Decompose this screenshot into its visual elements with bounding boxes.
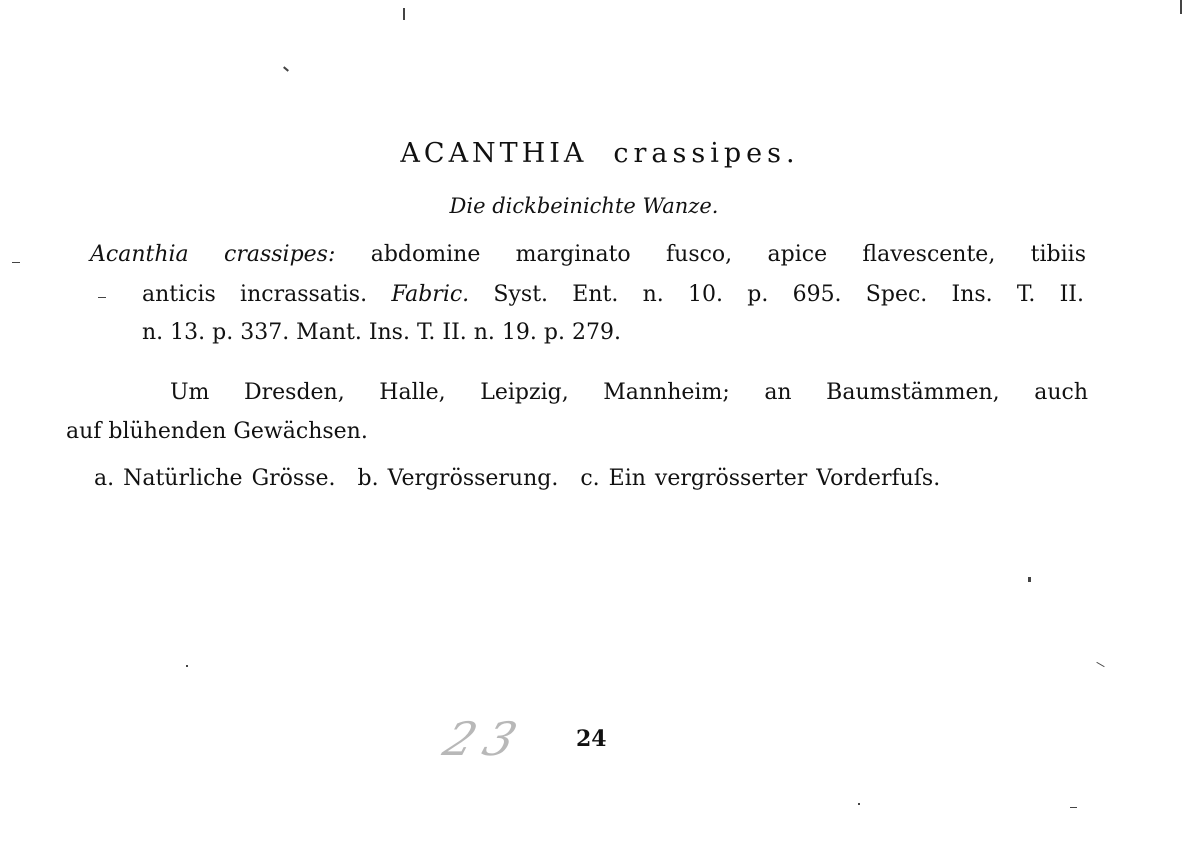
legend-a: a. Natürliche Grösse. bbox=[94, 466, 336, 491]
diagnosis-line-2b: Syst. Ent. n. 10. p. 695. Spec. Ins. T. II. bbox=[493, 282, 1084, 307]
print-speck bbox=[1180, 0, 1182, 14]
print-speck bbox=[12, 262, 20, 263]
print-speck bbox=[98, 297, 106, 298]
figure-legend bbox=[94, 466, 940, 491]
diagnosis-author: Fabric. bbox=[391, 282, 470, 307]
vernacular-name: Die dickbeinichte Wanze. bbox=[449, 194, 719, 218]
print-speck bbox=[1070, 807, 1077, 808]
legend-c: c. Ein vergrösserter Vorderfuſs. bbox=[580, 466, 941, 491]
diagnosis-line-3: n. 13. p. 337. Mant. Ins. T. II. n. 19. p. 279. bbox=[142, 320, 621, 345]
species-title bbox=[0, 138, 1200, 169]
print-speck bbox=[858, 803, 860, 805]
print-speck bbox=[403, 8, 405, 20]
print-speck bbox=[283, 66, 289, 71]
print-speck bbox=[1028, 577, 1031, 582]
genus-name: ACANTHIA bbox=[400, 138, 588, 169]
print-speck bbox=[1096, 662, 1104, 667]
species-name: crassipes. bbox=[613, 138, 800, 169]
diagnosis-line-2a: anticis incrassatis. bbox=[142, 282, 368, 307]
legend-b: b. Vergrösserung. bbox=[357, 466, 559, 491]
page-number: 24 bbox=[576, 726, 607, 752]
diagnosis-lead: Acanthia crassipes: bbox=[90, 242, 336, 267]
print-speck bbox=[186, 665, 188, 667]
diagnosis-line-1 bbox=[90, 242, 1086, 267]
diagnosis-line-1-text: abdomine marginato fusco, apice flavescente, tibiis bbox=[370, 242, 1086, 267]
handwritten-number: 23 bbox=[437, 712, 534, 766]
habitat-line-2: auf blühenden Gewächsen. bbox=[66, 419, 368, 444]
diagnosis-line-2 bbox=[142, 282, 1084, 307]
habitat-line-1: Um Dresden, Halle, Leipzig, Mannheim; an Baumstämmen, auch bbox=[170, 380, 1088, 405]
